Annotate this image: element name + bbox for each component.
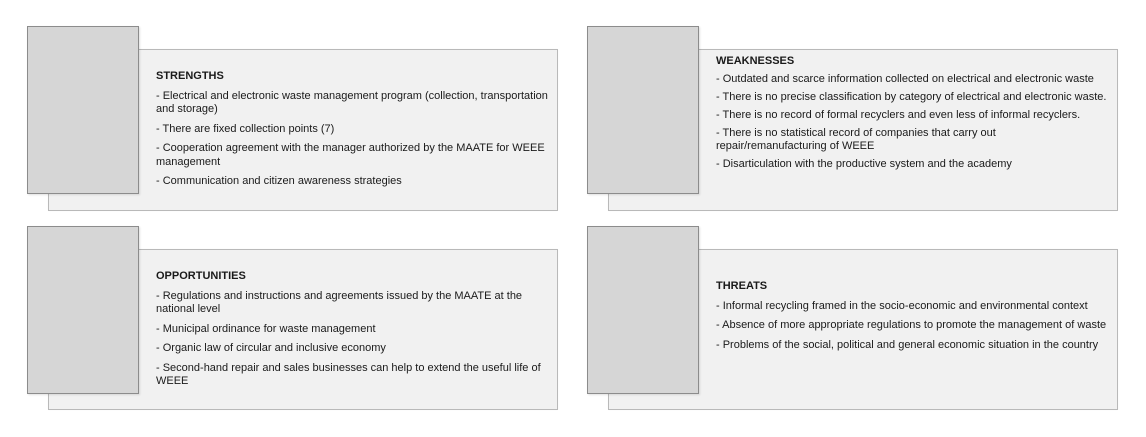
threats-title: THREATS [716, 280, 768, 292]
strengths-content [156, 70, 548, 189]
threats-tab [587, 226, 699, 394]
opportunities-tab [27, 226, 139, 394]
strengths-tab [27, 26, 139, 194]
opportunities-title: OPPORTUNITIES [156, 270, 246, 282]
strengths-item: - Electrical and electronic waste management program (collection, transportation and storage) [156, 89, 548, 115]
weaknesses-content [716, 55, 1108, 171]
threats-item: - Absence of more appropriate regulations to promote the management of waste [716, 319, 1107, 331]
strengths-title: STRENGTHS [156, 70, 224, 82]
weaknesses-item: - There is no record of formal recyclers and even less of informal recyclers. [716, 109, 1081, 121]
opportunities-item: - Municipal ordinance for waste management [156, 322, 376, 335]
opportunities-item: - Second-hand repair and sales businesses can help to extend the useful life of WEEE [156, 361, 541, 387]
opportunities-item: - Organic law of circular and inclusive economy [156, 342, 386, 354]
opportunities-item: - Regulations and instructions and agreements issued by the MAATE at the national level [156, 289, 523, 315]
strengths-item: - There are fixed collection points (7) [156, 122, 335, 135]
threats-content [716, 280, 1108, 352]
strengths-item: - Communication and citizen awareness strategies [156, 175, 402, 187]
weaknesses-title: WEAKNESSES [716, 55, 795, 67]
weaknesses-item: - There is no statistical record of companies that carry out repair/remanufacturing of WEEE [716, 127, 996, 152]
threats-item: - Informal recycling framed in the socio-economic and environmental context [716, 299, 1088, 312]
weaknesses-item: - Outdated and scarce information collected on electrical and electronic waste [716, 73, 1094, 85]
weaknesses-item: - There is no precise classification by category of electrical and electronic waste. [716, 91, 1107, 103]
weaknesses-tab [587, 26, 699, 194]
threats-item: - Problems of the social, political and general economic situation in the country [716, 338, 1099, 351]
strengths-item: - Cooperation agreement with the manager authorized by the MAATE for WEEE management [156, 142, 545, 168]
opportunities-content [156, 270, 548, 389]
weaknesses-item: - Disarticulation with the productive system and the academy [716, 158, 1012, 170]
